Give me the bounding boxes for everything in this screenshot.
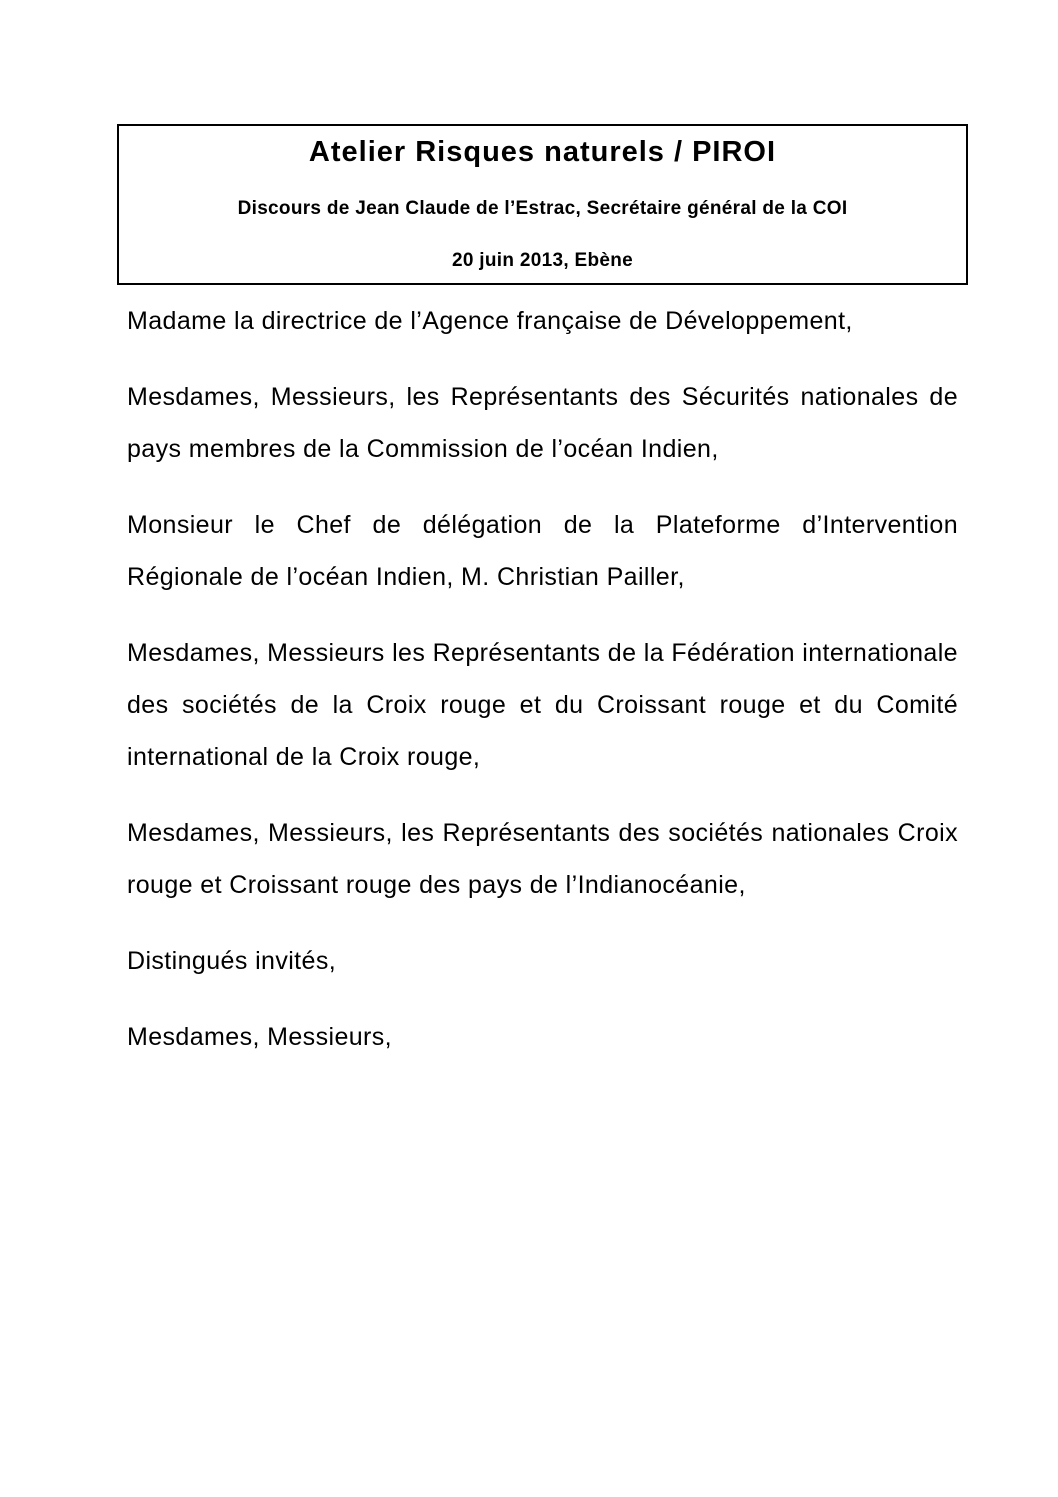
document-title: Atelier Risques naturels / PIROI — [308, 136, 777, 168]
paragraph-salutation-4: Mesdames, Messieurs les Représentants de la Fédération internationale des sociétés de la Croix rouge et du Croissant rouge et du Comité international de la Croix rouge, — [127, 639, 958, 771]
paragraph-salutation-7: Mesdames, Messieurs, — [127, 1023, 393, 1051]
paragraph-salutation-1: Madame la directrice de l’Agence française de Développement, — [127, 307, 853, 335]
paragraph-salutation-3: Monsieur le Chef de délégation de la Plateforme d’Intervention Régionale de l’océan Indien, M. Christian Pailler, — [127, 511, 958, 591]
title-box — [117, 124, 968, 285]
paragraph-salutation-6: Distingués invités, — [127, 947, 337, 975]
paragraph-salutation-5: Mesdames, Messieurs, les Représentants des sociétés nationales Croix rouge et Croissant rouge des pays de l’Indianocéanie, — [127, 819, 958, 899]
paragraph-salutation-2: Mesdames, Messieurs, les Représentants des Sécurités nationales de pays membres de la Commission de l’océan Indien, — [127, 383, 958, 463]
document-date: 20 juin 2013, Ebène — [451, 250, 633, 271]
document-subtitle: Discours de Jean Claude de l’Estrac, Secrétaire général de la COI — [237, 198, 848, 219]
document-body — [127, 295, 958, 1087]
